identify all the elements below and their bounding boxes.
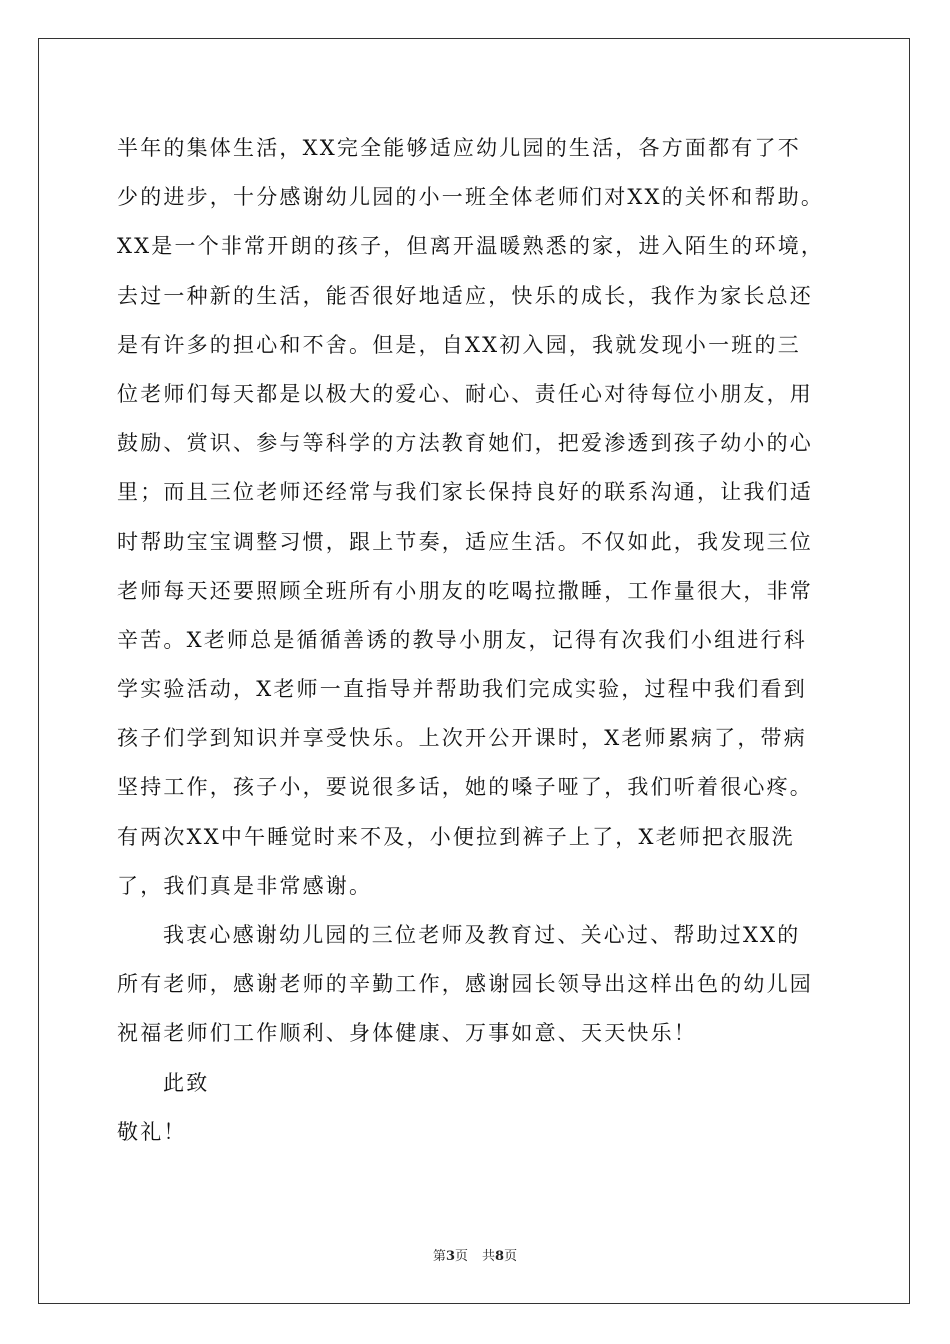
text-line: 辛苦。X老师总是循循善诱的教导小朋友，记得有次我们小组进行科	[117, 627, 807, 652]
letter-body	[117, 124, 847, 1157]
page-current: 3	[445, 1249, 455, 1264]
text-line: 孩子们学到知识并享受快乐。上次开公开课时，X老师累病了，带病	[117, 726, 807, 751]
text-line: 少的进步，十分感谢幼儿园的小一班全体老师们对XX的关怀和帮助。	[117, 185, 825, 210]
text-line: 时帮助宝宝调整习惯，跟上节奏，适应生活。不仅如此，我发现三位	[117, 529, 813, 554]
total-suffix: 页	[504, 1249, 518, 1264]
text-line: 有两次XX中午睡觉时来不及，小便拉到裤子上了，X老师把衣服洗	[117, 824, 795, 849]
page-footer	[0, 1245, 950, 1264]
closing-regards: 敬礼！	[117, 1119, 187, 1144]
text-line: 鼓励、赏识、参与等科学的方法教育她们，把爱渗透到孩子幼小的心	[117, 431, 813, 456]
text-line: 去过一种新的生活，能否很好地适应，快乐的成长，我作为家长总还	[117, 283, 813, 308]
text-line: 是有许多的担心和不舍。但是，自XX初入园，我就发现小一班的三	[117, 332, 801, 357]
text-line: XX是一个非常开朗的孩子，但离开温暖熟悉的家，进入陌生的环境，	[117, 234, 825, 259]
page-mid: 页	[454, 1249, 468, 1264]
text-line: 了，我们真是非常感谢。	[117, 873, 373, 898]
text-line: 里；而且三位老师还经常与我们家长保持良好的联系沟通，让我们适	[117, 480, 813, 505]
text-line: 半年的集体生活，XX完全能够适应幼儿园的生活，各方面都有了不	[117, 136, 801, 160]
text-line: 老师每天还要照顾全班所有小朋友的吃喝拉撒睡，工作量很大，非常	[117, 578, 813, 603]
text-line: 学实验活动，X老师一直指导并帮助我们完成实验，过程中我们看到	[117, 677, 807, 702]
text-line: 祝福老师们工作顺利、身体健康、万事如意、天天快乐！	[117, 1021, 697, 1046]
page-total: 8	[495, 1249, 505, 1264]
page-prefix: 第	[432, 1249, 446, 1264]
text-line: 所有老师，感谢老师的辛勤工作，感谢园长领导出这样出色的幼儿园	[117, 972, 813, 997]
closing-salutation: 此致	[163, 1070, 210, 1095]
text-line: 位老师们每天都是以极大的爱心、耐心、责任心对待每位小朋友，用	[117, 381, 813, 406]
text-line: 坚持工作，孩子小，要说很多话，她的嗓子哑了，我们听着很心疼。	[117, 775, 813, 800]
text-line: 我衷心感谢幼儿园的三位老师及教育过、关心过、帮助过XX的	[163, 923, 801, 947]
total-prefix: 共	[482, 1249, 496, 1264]
